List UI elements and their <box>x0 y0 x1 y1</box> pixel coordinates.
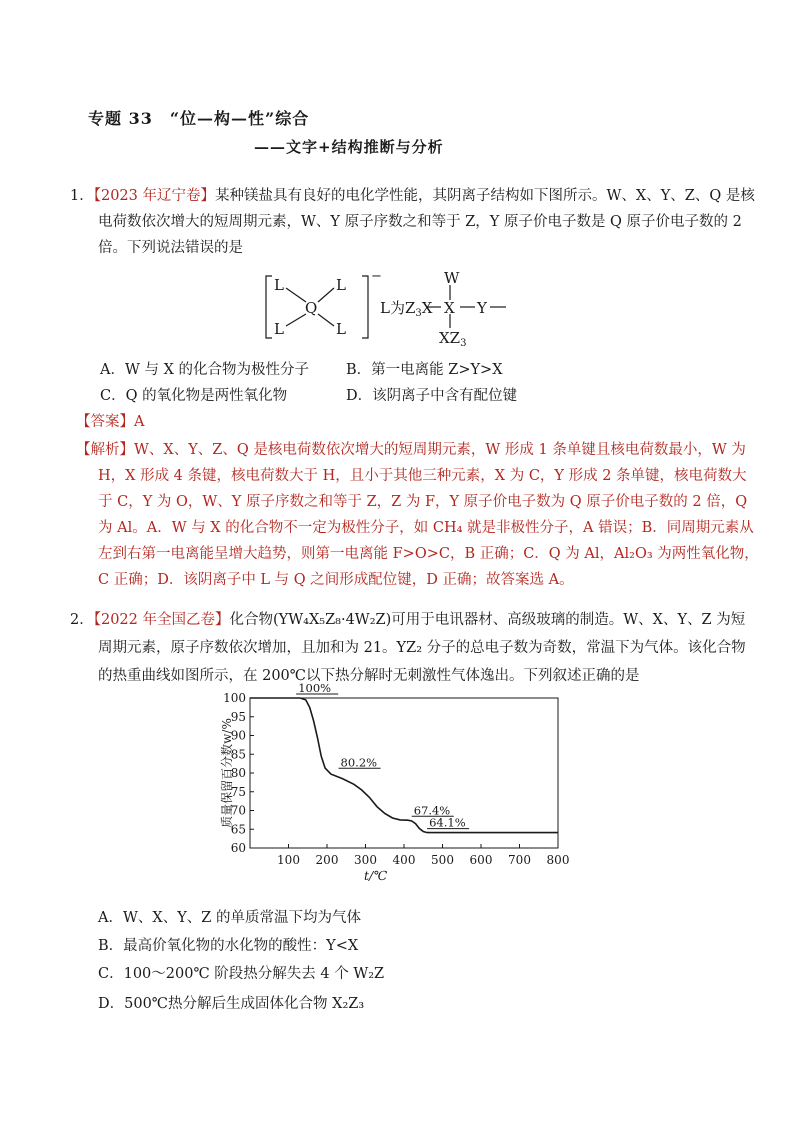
y-tick-label: 95 <box>230 709 246 724</box>
q2-stem-line3: 的热重曲线如图所示，在 200℃以下热分解时无刺激性气体逸出。下列叙述正确的是 <box>98 668 640 684</box>
atom-X: X <box>444 299 455 317</box>
q1-option-d[interactable]: D．该阴离子中含有配位键 <box>346 388 518 404</box>
q1-stem-line1 <box>70 184 755 208</box>
ligand-L-tr: L <box>336 276 346 294</box>
q1-analysis-line3: 于 C，Y 为 O，W、Y 原子序数之和等于 Z，Z 为 F，Y 原子价电子数为 Q 原子价电子数的 2 倍，Q <box>98 494 748 510</box>
q1-stem-line2: 电荷数依次增大的短周期元素，W、Y 原子序数之和等于 Z，Y 原子价电子数是 Q 原子价电子数的 2 <box>98 214 742 230</box>
q1-stem-line3: 倍。下列说法错误的是 <box>98 240 243 256</box>
l-definition: L为$Z_3X$ <box>380 299 433 319</box>
q2-stem-line1: 2．【2022 年全国乙卷】化合物(YW₄X₅Z₈·4W₂Z)可用于电讯器材、高级玻璃的制造。W、X、Y、Z 为短 <box>70 612 746 628</box>
answer-value: A <box>134 414 145 430</box>
y-axis-label: 质量保留百分数w/% <box>220 718 234 828</box>
analysis-label: 【解析】 <box>76 442 134 458</box>
y-tick-label: 65 <box>230 822 246 837</box>
x-tick-label: 400 <box>392 853 416 867</box>
x-axis-label: t/℃ <box>364 868 388 883</box>
center-Q: Q <box>305 299 318 317</box>
q1-option-b[interactable]: B．第一电离能 Z>Y>X <box>346 362 503 378</box>
data-label: 80.2% <box>340 755 378 770</box>
q1-structure-diagram <box>260 264 550 354</box>
group-XZ3: $XZ_3$ <box>439 329 467 349</box>
q1-option-c[interactable]: C．Q 的氧化物是两性氧化物 <box>100 388 288 404</box>
atom-Y: Y <box>477 299 487 317</box>
q2-option-d[interactable]: D．500℃热分解后生成固体化合物 X₂Z₃ <box>98 996 365 1012</box>
ligand-L-bl: L <box>274 320 284 338</box>
y-tick-label: 100 <box>223 691 246 705</box>
x-tick-label: 600 <box>469 853 493 867</box>
data-label: 64.1% <box>429 815 466 830</box>
q2-number: 2． <box>70 612 94 628</box>
q2-option-a[interactable]: A．W、X、Y、Z 的单质常温下均为气体 <box>98 910 361 926</box>
q2-stem-line2: 周期元素，原子序数依次增加，且加和为 21。YZ₂ 分子的总电子数为奇数，常温下为气体。该化合物 <box>98 640 746 656</box>
q2-option-b[interactable]: B．最高价氧化物的水化物的酸性：Y<X <box>98 938 359 954</box>
right-bracket <box>362 276 368 338</box>
q2-formula: (YW₄X₅Z₈·4W₂Z) <box>273 612 392 628</box>
q1-analysis-line6: C 正确；D．该阴离子中 L 与 Q 之间形成配位键，D 正确；故答案选 A。 <box>98 572 574 588</box>
q1-number: 1． <box>70 188 94 204</box>
data-label: 67.4% <box>413 803 451 818</box>
charge-minus: − <box>371 269 382 284</box>
x-tick-label: 800 <box>546 853 570 867</box>
q2-source: 【2022 年全国乙卷】 <box>93 612 230 628</box>
y-tick-label: 90 <box>230 728 246 743</box>
q1-analysis-line5: 左到右第一电离能呈增大趋势，则第一电离能 F>O>C，B 正确；C．Q 为 Al，Al₂O₃ 为两性氧化物， <box>98 546 759 562</box>
y-tick-label: 70 <box>230 803 246 818</box>
q1-stem-text: 某种镁盐具有良好的电化学性能，其阴离子结构如下图所示。W、X、Y、Z、Q 是核 <box>215 188 755 204</box>
x-tick-label: 700 <box>508 853 531 867</box>
data-label: 100% <box>298 681 332 695</box>
left-bracket <box>266 276 272 338</box>
x-tick-label: 300 <box>354 853 377 867</box>
y-tick-label: 75 <box>230 784 246 799</box>
q1-analysis-line4: 为 Al。A．W 与 X 的化合物不一定为极性分子，如 CH₄ 就是非极性分子，A 错误；B．同周期元素从 <box>98 520 754 536</box>
q1-source: 【2023 年辽宁卷】 <box>93 188 215 204</box>
page-subtitle: ——文字+结构推断与分析 <box>254 138 444 156</box>
q1-answer <box>76 410 144 434</box>
q1-option-a[interactable]: A．W 与 X 的化合物为极性分子 <box>100 362 310 378</box>
q2-option-c[interactable]: C．100～200℃ 阶段热分解失去 4 个 W₂Z <box>98 966 385 982</box>
page-title: 专题 33 “位—构—性”综合 <box>88 109 310 128</box>
thermogravimetric-chart <box>220 681 582 904</box>
y-tick-label: 60 <box>230 841 246 855</box>
plot-frame <box>250 698 558 848</box>
answer-label: 【答案】 <box>76 414 134 430</box>
x-tick-label: 200 <box>315 853 339 867</box>
ligand-L-br: L <box>336 320 346 338</box>
series-line <box>250 698 558 833</box>
atom-W: W <box>444 269 460 287</box>
y-tick-label: 85 <box>230 747 246 762</box>
q1-analysis-line2: H，X 形成 4 条键，核电荷数大于 H，且小于其他三种元素，X 为 C，Y 形成 2 条单键，核电荷数大 <box>98 468 747 484</box>
q1-analysis-line1: 【解析】W、X、Y、Z、Q 是核电荷数依次增大的短周期元素，W 形成 1 条单键且核电荷数最小，W 为 <box>76 442 746 458</box>
ligand-L-tl: L <box>274 276 284 294</box>
x-tick-label: 500 <box>431 853 454 867</box>
x-tick-label: 100 <box>277 853 300 867</box>
y-tick-label: 80 <box>230 766 246 780</box>
